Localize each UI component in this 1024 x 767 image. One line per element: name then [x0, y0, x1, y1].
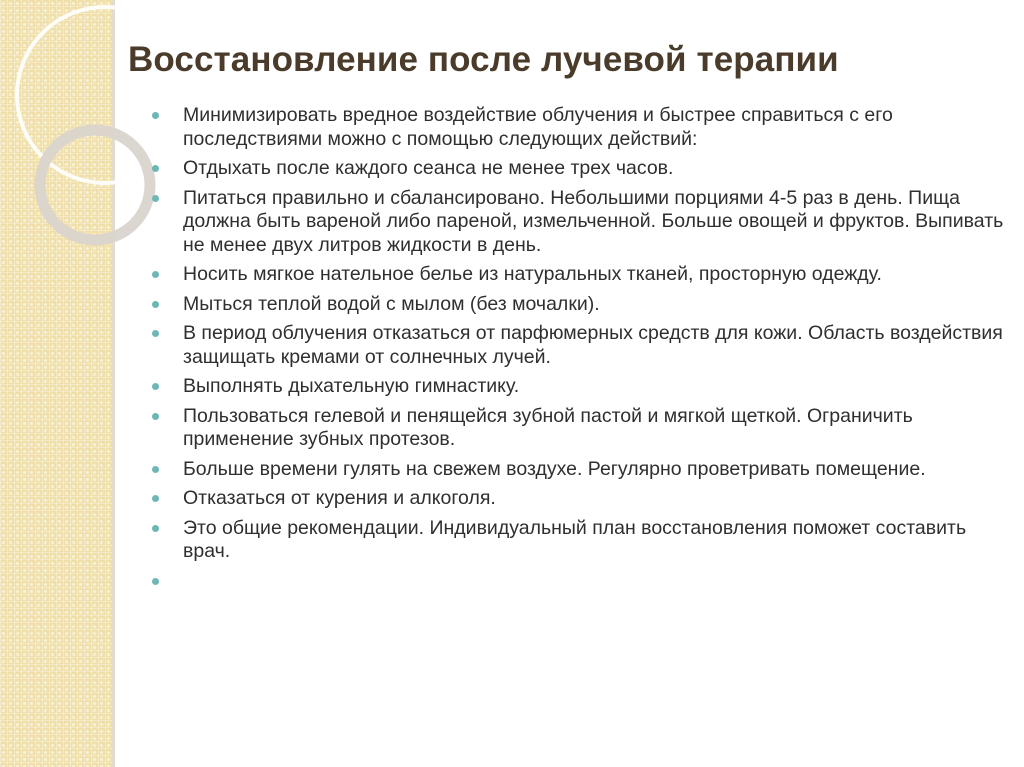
bullet-dot-icon	[152, 413, 159, 420]
bullet-dot-icon	[152, 271, 159, 278]
slide-title: Восстановление после лучевой терапии	[128, 40, 839, 79]
bullet-item	[150, 487, 1012, 511]
bullet-text: Минимизировать вредное воздействие облучения и быстрее справиться с его последствиями можно с помощью следующих действий:	[183, 104, 893, 150]
bullet-text: В период облучения отказаться от парфюмерных средств для кожи. Область воздействия защищать кремами от солнечных лучей.	[183, 322, 1003, 368]
bullet-item-empty	[150, 570, 1012, 594]
bullet-item	[150, 375, 1012, 399]
bullet-dot-icon	[152, 112, 159, 119]
bullet-text: Носить мягкое нательное белье из натуральных тканей, просторную одежду.	[183, 263, 882, 285]
bullet-dot-icon	[152, 466, 159, 473]
bullet-text: Пользоваться гелевой и пенящейся зубной пастой и мягкой щеткой. Ограничить применение зубных протезов.	[183, 404, 913, 450]
bullet-item	[150, 458, 1012, 482]
bullet-dot-icon	[152, 578, 159, 585]
bullet-item	[150, 187, 1012, 258]
bullet-item	[150, 517, 1012, 564]
bullet-dot-icon	[152, 383, 159, 390]
decorative-circle-small	[40, 130, 150, 240]
bullet-dot-icon	[152, 195, 159, 202]
bullet-text: Мыться теплой водой с мылом (без мочалки).	[183, 292, 600, 315]
bullet-item	[150, 263, 1012, 287]
bullet-list	[150, 104, 1012, 599]
bullet-text: Питаться правильно и сбалансировано. Небольшими порциями 4-5 раз в день. Пища должна быть вареной либо пареной, измельченной. Больше овощей и фруктов. Выпивать не менее двух литров жидкости в день.	[183, 186, 1004, 256]
bullet-item	[150, 293, 1012, 317]
bullet-text: Это общие рекомендации. Индивидуальный план восстановления поможет составить врач.	[183, 516, 967, 562]
bullet-dot-icon	[152, 495, 159, 502]
bullet-dot-icon	[152, 301, 159, 308]
bullet-item	[150, 104, 1012, 151]
bullet-text: Больше времени гулять на свежем воздухе. Регулярно проветривать помещение.	[183, 457, 926, 480]
bullet-dot-icon	[152, 330, 159, 337]
bullet-dot-icon	[152, 165, 159, 172]
bullet-text: Отдыхать после каждого сеанса не менее трех часов.	[183, 157, 674, 179]
decorative-circles	[0, 0, 160, 260]
bullet-item	[150, 322, 1012, 369]
bullet-text: Выполнять дыхательную гимнастику.	[183, 375, 520, 397]
bullet-item	[150, 157, 1012, 181]
bullet-text: Отказаться от курения и алкоголя.	[183, 487, 496, 509]
bullet-dot-icon	[152, 525, 159, 532]
bullet-item	[150, 405, 1012, 452]
